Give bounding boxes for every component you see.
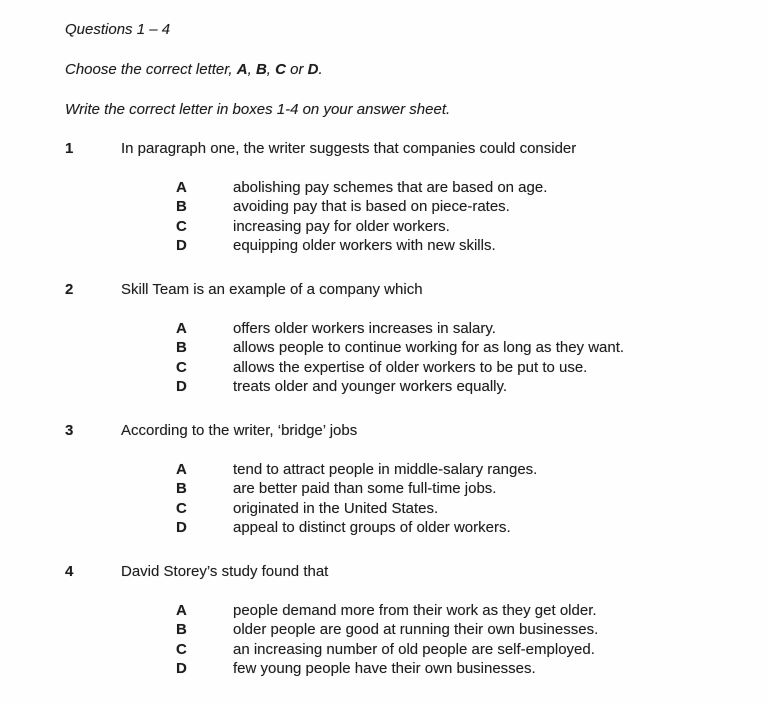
- choose-instruction: [65, 61, 323, 78]
- question-1-stem: In paragraph one, the writer suggests that companies could consider: [121, 140, 577, 157]
- option-text: are better paid than some full-time jobs.: [233, 480, 497, 498]
- question-2-option-b: [176, 338, 624, 357]
- question-1-stem-row: [65, 140, 576, 157]
- option-letter: B: [176, 480, 187, 498]
- question-2-option-a: [176, 319, 624, 338]
- choose-letter-a: A: [236, 61, 248, 78]
- choose-sep2: ,: [266, 61, 276, 78]
- option-letter: A: [176, 320, 187, 337]
- option-text: offers older workers increases in salary.: [233, 320, 496, 337]
- option-letter: C: [176, 640, 187, 658]
- choose-suffix: .: [318, 61, 323, 78]
- option-text: an increasing number of old people are self-employed.: [233, 640, 595, 658]
- option-text: people demand more from their work as they get older.: [233, 602, 597, 619]
- option-text: increasing pay for older workers.: [233, 217, 450, 235]
- question-3-option-c: [176, 499, 537, 518]
- choose-letter-b: B: [255, 61, 267, 78]
- option-letter: B: [176, 339, 187, 357]
- option-letter: D: [176, 659, 187, 677]
- option-letter: B: [176, 198, 187, 216]
- option-letter: C: [176, 358, 187, 376]
- choose-sep1: ,: [247, 61, 256, 78]
- question-2-option-d: [176, 377, 624, 396]
- option-text: tend to attract people in middle-salary ranges.: [233, 461, 538, 478]
- question-4-option-a: [176, 601, 598, 620]
- choose-letter-d: D: [307, 61, 319, 78]
- option-letter: A: [176, 461, 187, 478]
- option-letter: D: [176, 518, 187, 536]
- question-4-stem: David Storey’s study found that: [121, 563, 329, 580]
- question-2-stem-row: [65, 281, 423, 298]
- question-4-option-c: [176, 640, 598, 659]
- question-1-option-d: [176, 236, 547, 255]
- option-letter: A: [176, 179, 187, 196]
- write-instruction: Write the correct letter in boxes 1-4 on your answer sheet.: [65, 101, 451, 118]
- option-text: equipping older workers with new skills.: [233, 236, 496, 254]
- question-3-option-a: [176, 460, 537, 479]
- question-3-number: 3: [65, 422, 74, 439]
- choose-letter-c: C: [275, 61, 286, 78]
- option-text: avoiding pay that is based on piece-rates.: [233, 198, 510, 216]
- question-4-option-b: [176, 620, 598, 639]
- question-2-options: [176, 319, 624, 396]
- question-2-option-c: [176, 358, 624, 377]
- option-text: allows the expertise of older workers to be put to use.: [233, 358, 588, 376]
- question-4-options: [176, 601, 598, 678]
- question-1-option-c: [176, 217, 547, 236]
- question-3-stem: According to the writer, ‘bridge’ jobs: [121, 422, 358, 439]
- option-letter: C: [176, 499, 187, 517]
- option-text: older people are good at running their own businesses.: [233, 621, 599, 639]
- question-4-number: 4: [65, 563, 74, 580]
- question-2-number: 2: [65, 281, 74, 298]
- option-letter: D: [176, 236, 187, 254]
- question-3-option-d: [176, 518, 537, 537]
- question-3-option-b: [176, 479, 537, 498]
- question-1-option-a: [176, 178, 547, 197]
- option-letter: C: [176, 217, 187, 235]
- question-3-options: [176, 460, 537, 537]
- question-4-stem-row: [65, 563, 328, 580]
- question-3-stem-row: [65, 422, 357, 439]
- question-2-stem: Skill Team is an example of a company which: [121, 281, 423, 298]
- questions-range-heading: Questions 1 – 4: [65, 21, 171, 38]
- choose-sep3: or: [285, 61, 308, 78]
- question-4-option-d: [176, 659, 598, 678]
- option-letter: B: [176, 621, 187, 639]
- option-letter: D: [176, 377, 187, 395]
- option-text: treats older and younger workers equally.: [233, 377, 508, 395]
- choose-prefix: Choose the correct letter,: [65, 61, 237, 78]
- option-text: few young people have their own businesses.: [233, 659, 536, 677]
- question-1-option-b: [176, 197, 547, 216]
- option-letter: A: [176, 602, 187, 619]
- option-text: originated in the United States.: [233, 499, 439, 517]
- question-1-number: 1: [65, 140, 74, 157]
- option-text: abolishing pay schemes that are based on age.: [233, 179, 548, 196]
- option-text: appeal to distinct groups of older workers.: [233, 518, 511, 536]
- option-text: allows people to continue working for as long as they want.: [233, 339, 625, 357]
- question-1-options: [176, 178, 547, 255]
